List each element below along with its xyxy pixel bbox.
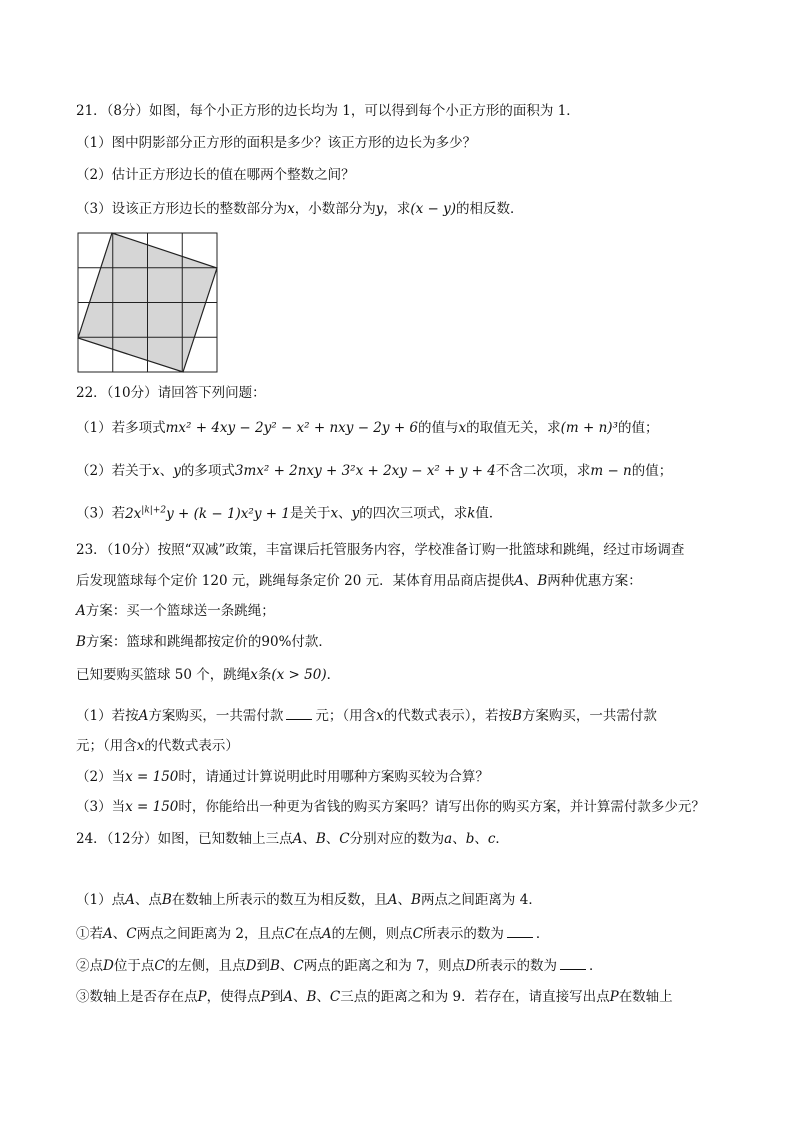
q23-title: 23．（10分）按照“双减”政策，丰富课后托管服务内容，学校准备订购一批篮球和跳绳，经过市场调查 [76,542,685,558]
q24-item2: ②点D位于点C的左侧，且点D到B、C两点的距离之和为 7，则点D所表示的数为 ． [76,955,756,976]
q23-part2: （2）当x = 150时，请通过计算说明此时用哪种方案购买较为合算？ [76,769,489,785]
q22-part2: （2）若关于x、y的多项式3mx² + 2nxy + 3²x + 2xy − x² + y + 4不含二次项，求m − n的值； [76,463,673,479]
q23-part1: （1）若按A方案购买，一共需付款 元；（用含x的代数式表示），若按B方案购买，一共需付款 [76,705,756,726]
q24-part1: （1）点A、点B在数轴上所表示的数互为相反数，且A、B两点之间距离为 4． [76,892,542,908]
q22-part3: （3）若$2x^{|k|+2}y + (k - 1)x^2y + 1$是关于x、y的四次三项式，求k值． [76,505,503,522]
q23-part3: （3）当x = 150时，你能给出一种更为省钱的购买方案吗？请写出你的购买方案，并计算需付款多少元？ [76,799,705,815]
answer-blank[interactable] [286,705,312,720]
q23-part1-cont: 元；（用含x的代数式表示） [76,738,239,754]
q24-item3: ③数轴上是否存在点P，使得点P到A、B、C三点的距离之和为 9．若存在，请直接写出点P在数轴上 [76,989,673,1005]
answer-blank[interactable] [560,955,586,970]
grid-square-figure [77,232,219,374]
q22-title: 22．（10分）请回答下列问题： [76,385,266,401]
q23-plan-a: A方案：买一个篮球送一条跳绳； [76,603,275,619]
q21-part2: （2）估计正方形边长的值在哪两个整数之间？ [76,167,355,183]
q21-part1: （1）图中阴影部分正方形的面积是多少？该正方形的边长为多少？ [76,135,477,151]
q23-plan-b: B方案：篮球和跳绳都按定价的90%付款． [76,634,332,650]
q22-part1: （1）若多项式mx² + 4xy − 2y² − x² + nxy − 2y + 6的值与x的取值无关，求(m + n)³的值； [76,420,659,436]
q21-title: 21．（8分）如图，每个小正方形的边长均为 1，可以得到每个小正方形的面积为 1． [76,103,580,119]
q24-title: 24．（12分）如图，已知数轴上三点A、B、C分别对应的数为a、b、c． [76,831,509,847]
q23-known: 已知要购买篮球 50 个，跳绳x条(x > 50)． [76,667,341,683]
q23-title-cont: 后发现篮球每个定价 120 元，跳绳每条定价 20 元．某体育用品商店提供A、B两种优惠方案： [76,573,642,589]
unit-grid [78,233,217,372]
q24-item1: ①若A、C两点之间距离为 2，且点C在点A的左侧，则点C所表示的数为 ． [76,923,756,944]
q21-part3: （3）设该正方形边长的整数部分为x，小数部分为y，求(x − y)的相反数． [76,201,524,217]
answer-blank[interactable] [507,923,533,938]
